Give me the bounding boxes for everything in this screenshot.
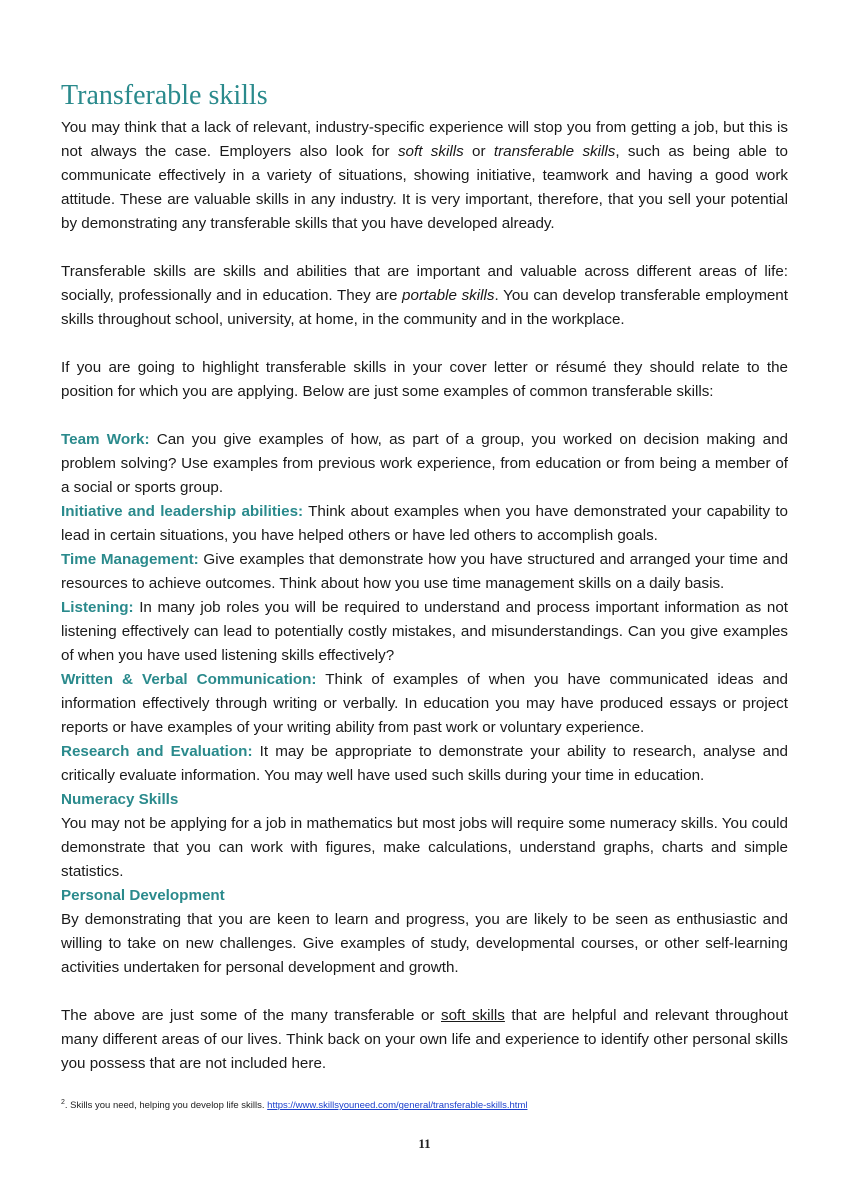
intro-text: , such as being able to communicate effectively in a variety of situations, showing initiative, teamwork and having a good work attitude. These are valuable skills in any industry. It is very important, therefore, that you sell your potential by demonstrating any transferable skills that you have developed already. bbox=[61, 143, 788, 232]
emphasis-soft-skills: soft skills bbox=[397, 143, 464, 160]
document-body bbox=[61, 78, 788, 1076]
closing-text: The above are just some of the many transferable or bbox=[61, 1007, 441, 1024]
page-title: Transferable skills bbox=[61, 80, 268, 111]
skill-communication bbox=[61, 668, 788, 740]
skill-research bbox=[61, 740, 788, 788]
emphasis-portable-skills: portable skills bbox=[402, 287, 495, 304]
numeracy-text: You may not be applying for a job in mathematics but most jobs will require some numeracy skills. You could demonstrate that you can work with figures, make calculations, understand graphs, charts and simple statistics. bbox=[61, 815, 788, 880]
skill-initiative bbox=[61, 500, 788, 548]
intro-text: You may think that a lack of relevant, industry-specific experience will stop you from getting a job, but this is not always the case. Employers also look for bbox=[61, 119, 788, 160]
intro-text: Transferable skills are skills and abilities that are important and valuable across different areas of life: socially, professionally and in education. They are bbox=[61, 263, 788, 304]
skill-text: Think of examples of when you have communicated ideas and information effectively through writing or verbally. In education you may have produced essays or project reports or have examples of your writing ability from past work or voluntary experience. bbox=[61, 671, 789, 736]
skill-text: It may be appropriate to demonstrate your ability to research, analyse and critically evaluate information. You may well have used such skills during your time in education. bbox=[61, 743, 788, 784]
skill-name: Listening: bbox=[61, 599, 134, 616]
emphasis-transferable-skills: transferable skills bbox=[493, 143, 616, 160]
closing-paragraph bbox=[61, 1004, 788, 1076]
skill-name: Initiative and leadership abilities: bbox=[61, 503, 304, 520]
footnote-marker: 2 bbox=[61, 1098, 65, 1106]
closing-text: that are helpful and relevant throughout many different areas of our lives. Think back on your own life and experience to identify other personal skills you possess that are not included here. bbox=[61, 1007, 788, 1072]
skill-name: Team Work: bbox=[61, 431, 150, 448]
skill-text: In many job roles you will be required to understand and process important information as not listening effectively can lead to potentially costly mistakes, and misunderstandings. Can you give examples of when you have used listening skills effectively? bbox=[61, 599, 788, 664]
page-number: 11 bbox=[418, 1136, 431, 1151]
personal-development-text: By demonstrating that you are keen to learn and progress, you are likely to be seen as enthusiastic and willing to take on new challenges. Give examples of study, developmental courses, or other self-learning activities undertaken for personal development and growth. bbox=[61, 911, 788, 976]
skill-listening bbox=[61, 596, 788, 668]
skill-team-work bbox=[61, 428, 788, 500]
footnote-text: . Skills you need, helping you develop life skills. bbox=[64, 1100, 268, 1111]
skill-name: Written & Verbal Communication: bbox=[61, 671, 317, 688]
numeracy-heading: Numeracy Skills bbox=[61, 791, 179, 808]
footnote bbox=[61, 1100, 788, 1111]
skill-text: Give examples that demonstrate how you have structured and arranged your time and resources to achieve outcomes. Think about how you use time management skills on a daily basis. bbox=[61, 551, 789, 592]
intro-paragraph-3: If you are going to highlight transferable skills in your cover letter or résumé they should relate to the position for which you are applying. Below are just some examples of common transferable skills: bbox=[61, 359, 788, 400]
skill-name: Time Management: bbox=[61, 551, 199, 568]
skill-text: Can you give examples of how, as part of a group, you worked on decision making and problem solving? Use examples from previous work experience, from education or from being a member of a social or sports group. bbox=[61, 431, 788, 496]
intro-paragraph-2 bbox=[61, 260, 788, 332]
skill-name: Research and Evaluation: bbox=[61, 743, 253, 760]
skill-text: Think about examples when you have demonstrated your capability to lead in certain situations, you have helped others or have led others to accomplish goals. bbox=[61, 503, 788, 544]
personal-development-heading: Personal Development bbox=[61, 887, 225, 904]
intro-paragraph-1 bbox=[61, 116, 788, 236]
intro-text: . You can develop transferable employment skills throughout school, university, at home, in the community and in the workplace. bbox=[61, 287, 788, 328]
underlined-soft-skills: soft skills bbox=[441, 1007, 505, 1024]
intro-text: or bbox=[463, 143, 494, 160]
footnote-link[interactable]: https://www.skillsyouneed.com/general/transferable-skills.html bbox=[267, 1100, 528, 1111]
skill-time-management bbox=[61, 548, 788, 596]
